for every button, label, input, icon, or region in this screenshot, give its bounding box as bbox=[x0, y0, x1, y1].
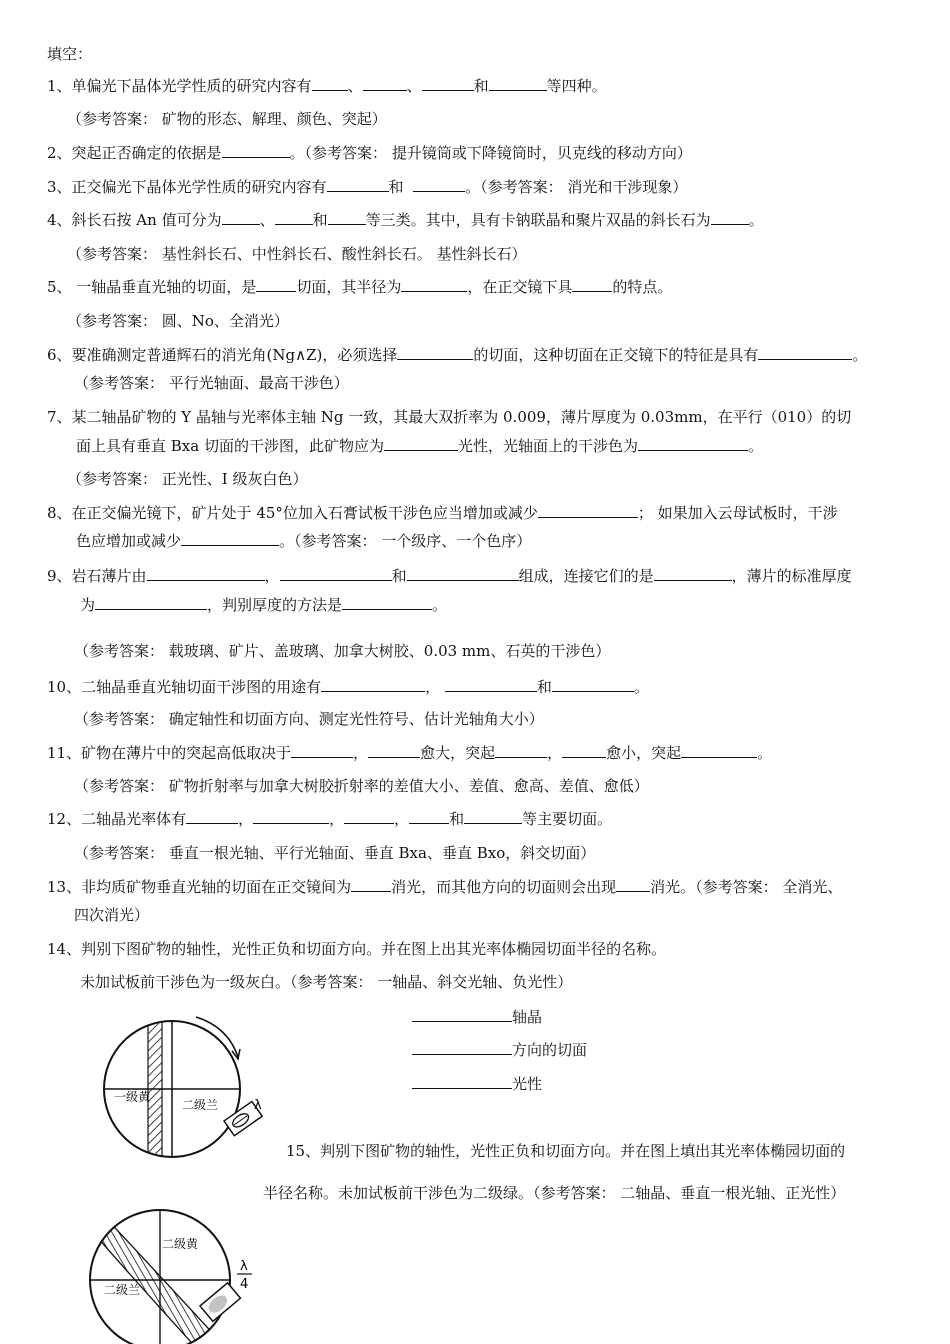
question-13-line-1: 13、非均质矿物垂直光轴的切面在正交镜间为 消光，而其他方向的切面则会出现 消光。（参考答案： 全消光、 bbox=[47, 878, 843, 896]
question-4: 4、斜长石按 An 值可分为 、 和 等三类。其中，具有卡钠联晶和聚片双晶的斜长石为 。 bbox=[47, 211, 764, 229]
section-header: 填空： bbox=[47, 45, 93, 63]
question-7-line-1: 7、某二轴晶矿物的 Y 晶轴与光率体主轴 Ng 一致，其最大双折率为 0.009，薄片厚度为 0.03mm，在平行（010）的切 bbox=[47, 408, 852, 426]
answer-5: （参考答案： 圆、No、全消光） bbox=[67, 312, 289, 330]
question-14-line-1: 14、判别下图矿物的轴性，光性正负和切面方向。并在图上出其光率体椭园切面半径的名称。 bbox=[47, 940, 667, 958]
figure-14 bbox=[100, 1005, 270, 1175]
test-plate bbox=[200, 1283, 240, 1321]
question-8-line-1: 8、在正交偏光镜下，矿片处于 45°位加入石膏试板干涉色应当增加或减少 ； 如果加入云母试板时，干涉 bbox=[47, 504, 838, 522]
question-12: 12、二轴晶光率体有 ， ， ， 和 等主要切面。 bbox=[47, 810, 613, 828]
question-3: 3、正交偏光下晶体光学性质的研究内容有 和 。（参考答案： 消光和干涉现象） bbox=[47, 178, 688, 196]
answer-9: （参考答案： 载玻璃、矿片、盖玻璃、加拿大树胶、0.03 mm、石英的干涉色） bbox=[74, 642, 611, 660]
question-1: 1、单偏光下晶体光学性质的研究内容有 、 、 和 等四种。 bbox=[47, 77, 607, 95]
isogyre-band bbox=[148, 1015, 162, 1165]
blank-section-direction: 方向的切面 bbox=[412, 1040, 587, 1060]
blank-axial: 轴晶 bbox=[412, 1007, 542, 1027]
question-9-line-1: 9、岩石薄片由 ， 和 组成，连接它们的是 ，薄片的标准厚度 bbox=[47, 567, 852, 585]
label-left: 一级黄 bbox=[114, 1090, 151, 1104]
isogyre-curve bbox=[86, 1212, 230, 1344]
question-6: 6、要准确测定普通辉石的消光角(Ng∧Z)，必须选择 的切面，这种切面在正交镜下的特征是具有 。 bbox=[47, 346, 868, 364]
question-14-line-2: 未加试板前干涉色为一级灰白。（参考答案： 一轴晶、斜交光轴、负光性） bbox=[80, 973, 573, 991]
answer-10: （参考答案： 确定轴性和切面方向、测定光性符号、估计光轴角大小） bbox=[74, 710, 544, 728]
answer-12: （参考答案： 垂直一根光轴、平行光轴面、垂直 Bxa、垂直 Bxo，斜交切面） bbox=[74, 844, 596, 862]
question-15-line-1: 15、判别下图矿物的轴性，光性正负和切面方向。并在图上填出其光率体椭园切面的 bbox=[286, 1142, 846, 1160]
question-2: 2、突起正否确定的依据是 。（参考答案： 提升镜筒或下降镜筒时，贝克线的移动方向） bbox=[47, 144, 692, 162]
label-left: 二级兰 bbox=[104, 1283, 141, 1297]
answer-11: （参考答案： 矿物折射率与加拿大树胶折射率的差值大小、差值、愈高、差值、愈低） bbox=[74, 777, 649, 795]
lambda-numerator: λ bbox=[240, 1259, 248, 1274]
question-11: 11、矿物在薄片中的突起高低取决于 ， 愈大，突起 ， 愈小，突起 。 bbox=[47, 744, 773, 762]
lambda-denominator: 4 bbox=[240, 1277, 249, 1292]
answer-4: （参考答案： 基性斜长石、中性斜长石、酸性斜长石。 基性斜长石） bbox=[67, 245, 527, 263]
question-9-line-2: 为 ，判别厚度的方法是 。 bbox=[80, 596, 448, 614]
question-13-line-2: 四次消光） bbox=[74, 906, 150, 924]
answer-1: （参考答案： 矿物的形态、解理、颜色、突起） bbox=[67, 110, 387, 128]
question-5: 5、 一轴晶垂直光轴的切面，是 切面，其半径为 ，在正交镜下具 的特点。 bbox=[47, 278, 673, 296]
question-10: 10、二轴晶垂直光轴切面干涉图的用途有 ， 和 。 bbox=[47, 678, 649, 696]
question-15-line-2: 半径名称。未加试板前干涉色为二级绿。（参考答案： 二轴晶、垂直一根光轴、正光性） bbox=[263, 1184, 846, 1202]
lambda-label: λ bbox=[254, 1098, 262, 1113]
question-8-line-2: 色应增加或减少 。（参考答案： 一个级序、一个色序） bbox=[76, 532, 532, 550]
answer-7: （参考答案： 正光性、I 级灰白色） bbox=[67, 470, 308, 488]
answer-6: （参考答案： 平行光轴面、最高干涉色） bbox=[74, 374, 349, 392]
label-top: 二级黄 bbox=[162, 1237, 199, 1251]
label-right: 二级兰 bbox=[182, 1098, 219, 1112]
figure-15 bbox=[80, 1202, 265, 1344]
blank-optic-sign: 光性 bbox=[412, 1074, 542, 1094]
question-7-line-2: 面上具有垂直 Bxa 切面的干涉图，此矿物应为 光性，光轴面上的干涉色为 。 bbox=[76, 437, 763, 455]
